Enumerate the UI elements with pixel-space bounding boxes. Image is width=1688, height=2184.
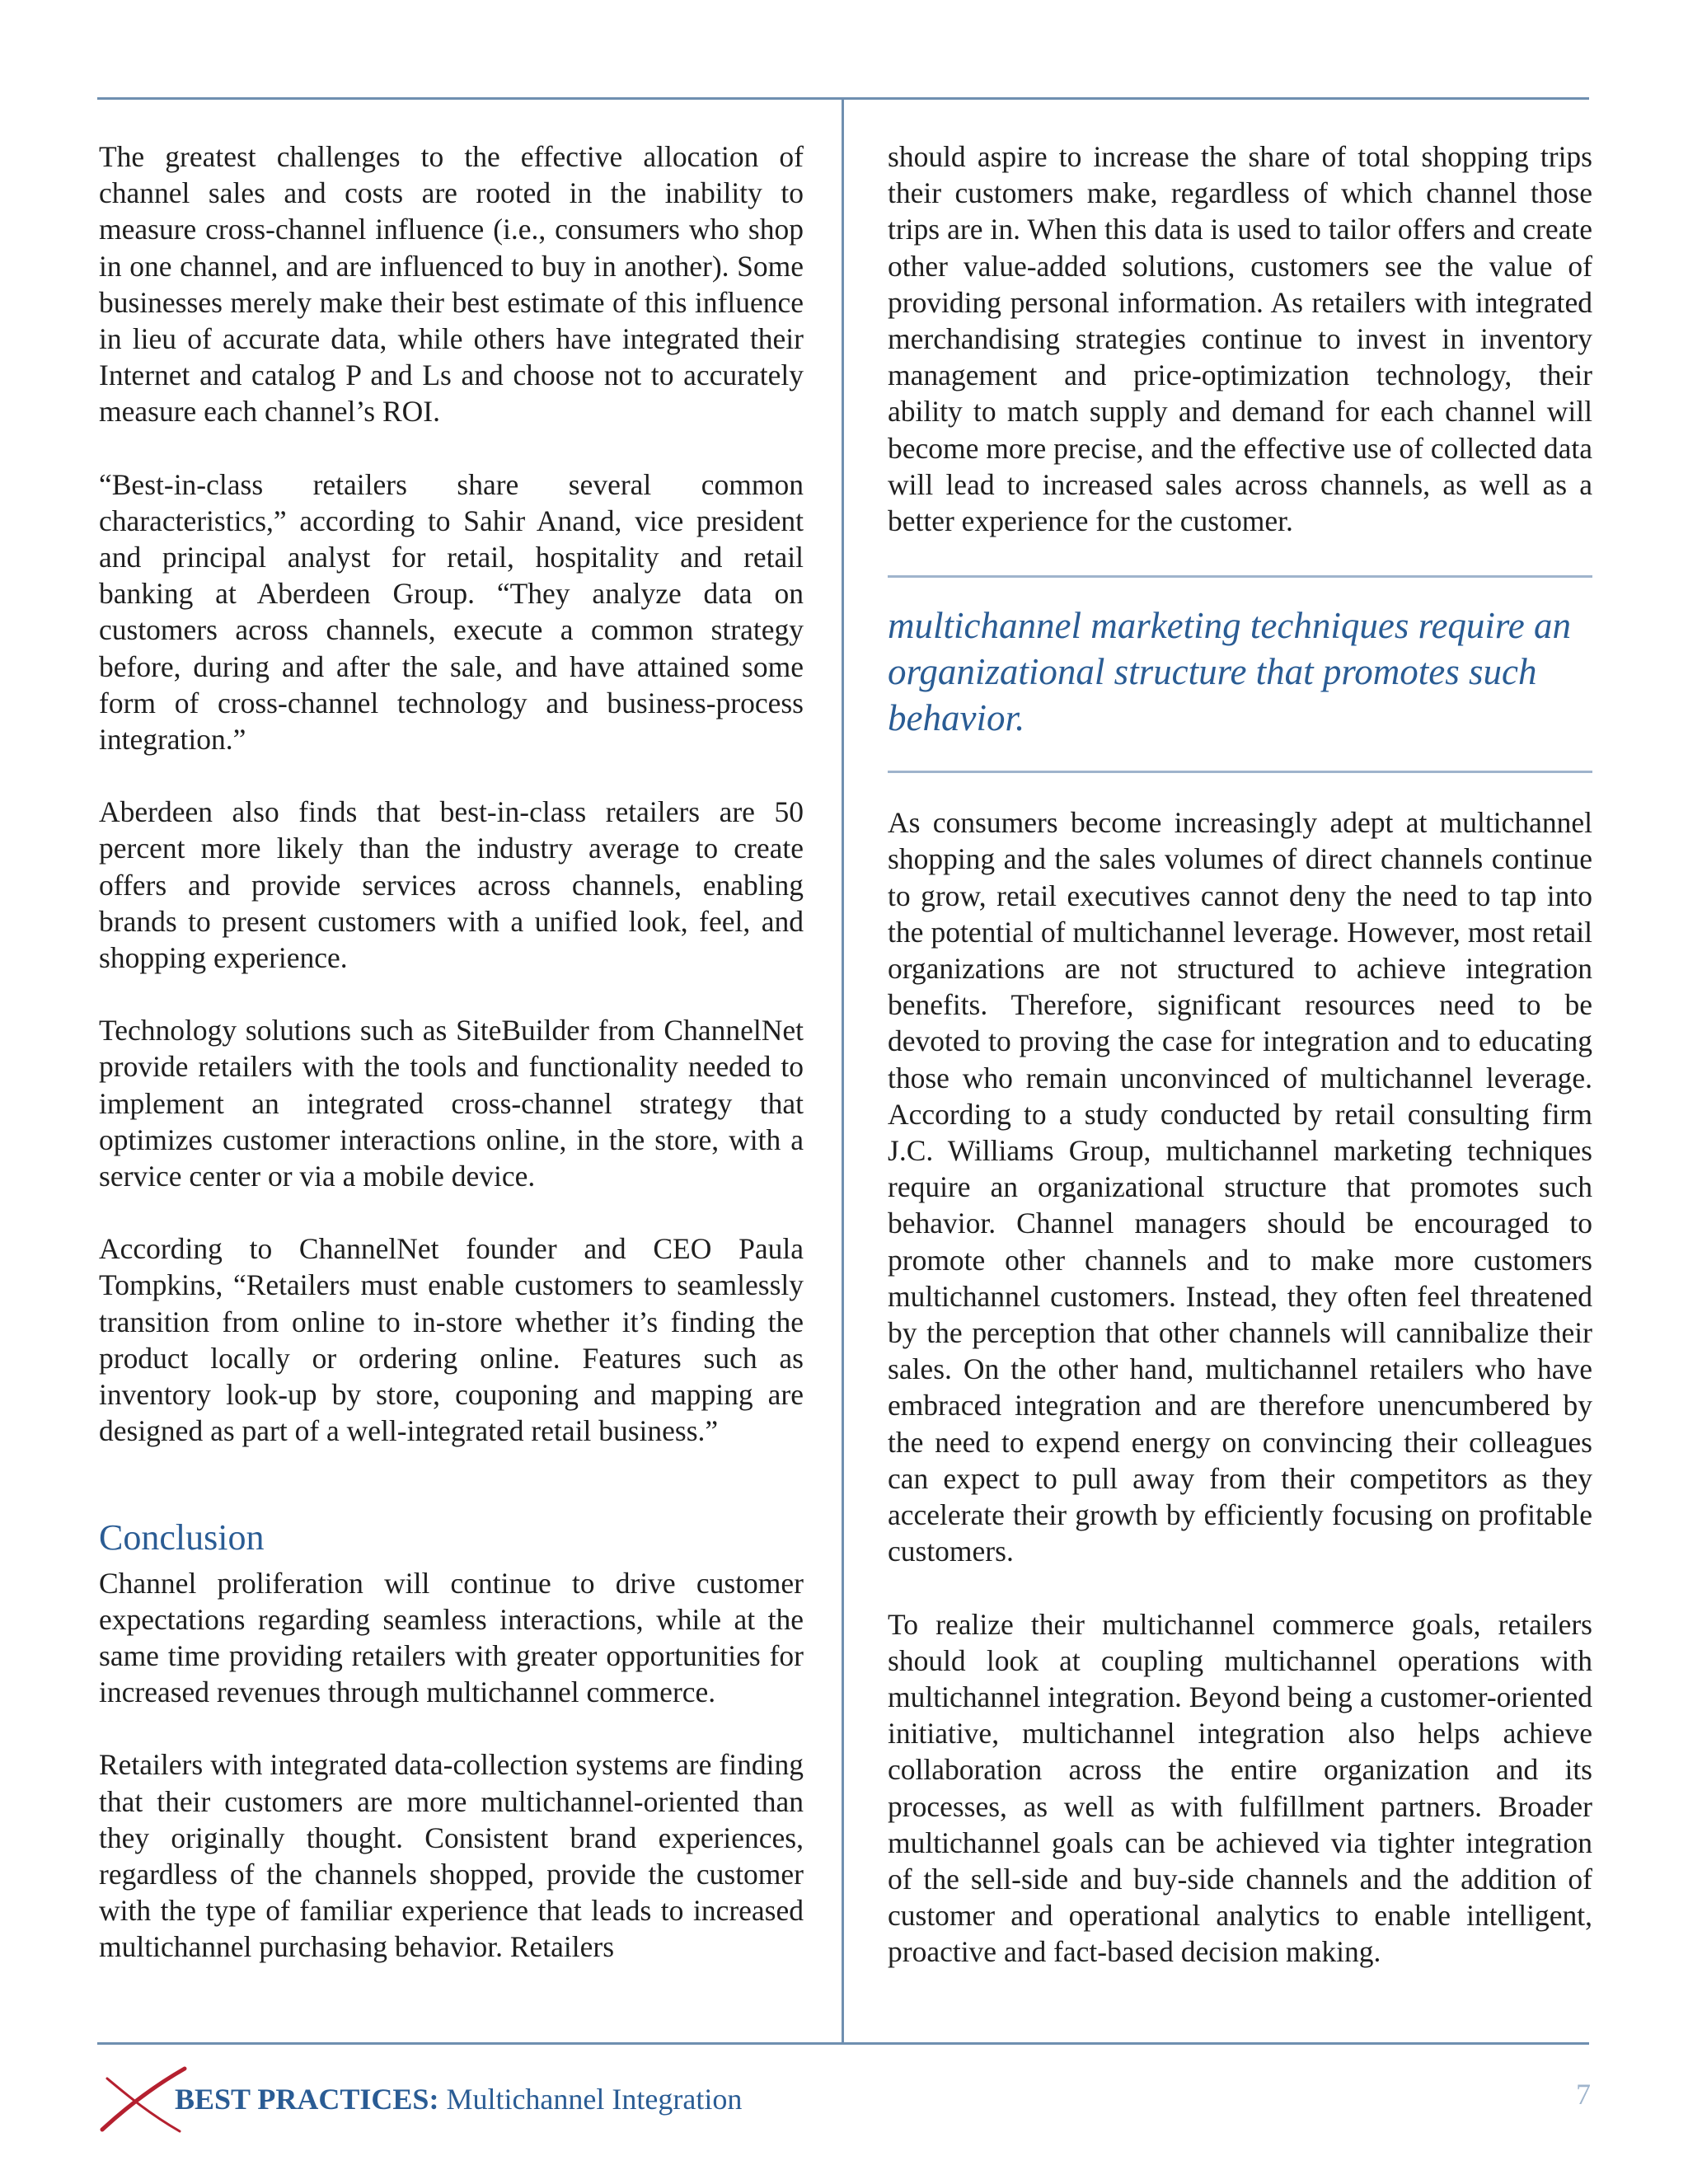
- column-divider: [842, 99, 844, 2042]
- pull-quote-bottom-rule: [888, 771, 1592, 773]
- footer-title-rest: Multichannel Integration: [438, 2083, 743, 2116]
- body-paragraph: According to ChannelNet founder and CEO Paula Tompkins, “Retailers must enable customers to seamlessly transition from online to in-store whether it’s finding the product locally or ordering online. Features such as inventory look-up by store, couponing and mapping are designed as part of a well-integrated retail business.”: [99, 1232, 804, 1448]
- left-column: [99, 138, 804, 2002]
- footer-title-bold: BEST PRACTICES:: [175, 2083, 439, 2116]
- body-paragraph: The greatest challenges to the effective allocation of channel sales and costs are rooted in the inability to measure cross-channel influence (i.e., consumers who shop in one channel, and are influenced to buy in another). Some businesses merely make their best estimate of this influence in lieu of accurate data, while others have integrated their Internet and catalog P and Ls and choose not to accurately measure each channel’s ROI.: [99, 140, 804, 429]
- body-paragraph: To realize their multichannel commerce goals, retailers should look at coupling multichannel operations with multichannel integration. Beyond being a customer-oriented initiative, multichannel integration also helps achieve collaboration across the entire organization and its processes, as well as with fulfillment partners. Broader multichannel goals can be achieved via tighter integration of the sell-side and buy-side channels and the addition of customer and operational analytics to enable intelligent, proactive and fact-based decision making.: [888, 1607, 1592, 1969]
- right-column: [888, 138, 1592, 2007]
- body-paragraph: Technology solutions such as SiteBuilder from ChannelNet provide retailers with the tools and functionality needed to implement an integrated cross-channel strategy that optimizes customer interactions online, in the store, with a service center or via a mobile device.: [99, 1014, 804, 1193]
- conclusion-paragraph: Retailers with integrated data-collection systems are finding that their customers are more multichannel-oriented than they originally thought. Consistent brand experiences, regardless of the channels shopped, provide the customer with the type of familiar experience that leads to increased multichannel purchasing behavior. Retailers: [99, 1748, 804, 1964]
- body-paragraph: should aspire to increase the share of total shopping trips their customers make, regardless of which channel those trips are in. When this data is used to tailor offers and create other value-added solutions, customers see the value of providing personal information. As retailers with integrated merchandising strategies continue to invest in inventory management and price-optimization technology, their ability to match supply and demand for each channel will become more precise, and the effective use of collected data will lead to increased sales across channels, as well as a better experience for the customer.: [888, 140, 1592, 538]
- page-footer: [99, 2060, 1591, 2135]
- conclusion-paragraph: Channel proliferation will continue to drive customer expectations regarding seamless interactions, while at the same time providing retailers with greater opportunities for increased revenues through multichannel commerce.: [99, 1566, 804, 1709]
- conclusion-heading: Conclusion: [99, 1516, 265, 1558]
- page-number: 7: [1576, 2078, 1591, 2111]
- footer-title: [175, 2082, 742, 2116]
- body-paragraph: “Best-in-class retailers share several common characteristics,” according to Sahir Anand, vice president and principal analyst for retail, hospitality and retail banking at Aberdeen Group. “They analyze data on customers across channels, execute a common strategy before, during and after the sale, and have attained some form of cross-channel technology and business-process integration.”: [99, 467, 804, 757]
- pull-quote-top-rule: [888, 575, 1592, 578]
- pull-quote: multichannel marketing techniques require an organizational structure that promotes such behavior.: [888, 605, 1571, 739]
- bottom-rule: [97, 2042, 1589, 2045]
- body-paragraph: Aberdeen also finds that best-in-class retailers are 50 percent more likely than the industry average to create offers and provide services across channels, enabling brands to present customers with a unified look, feel, and shopping experience.: [99, 795, 804, 975]
- body-paragraph: As consumers become increasingly adept at multichannel shopping and the sales volumes of direct channels continue to grow, retail executives cannot deny the need to tap into the potential of multichannel leverage. However, most retail organizations are not structured to achieve integration benefits. Therefore, significant resources need to be devoted to proving the case for integration and to educating those who remain unconvinced of multichannel leverage. According to a study conducted by retail consulting firm J.C. Williams Group, multichannel marketing techniques require an organizational structure that promotes such behavior. Channel managers should be encouraged to promote other channels and to make more customers multichannel customers. Instead, they often feel threatened by the perception that other channels will cannibalize their sales. On the other hand, multichannel retailers who have embraced integration and are therefore unencumbered by the need to expend energy on convincing their colleagues can expect to pull away from their competitors as they accelerate their growth by efficiently focusing on profitable customers.: [888, 806, 1592, 1568]
